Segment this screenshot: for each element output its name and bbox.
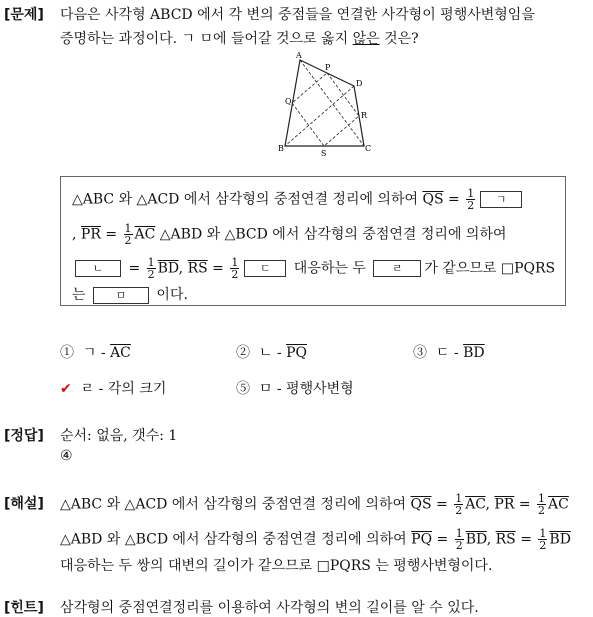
proof-line-1: △ABC 와 △ACD 에서 삼각형의 중점연결 정리에 의하여 $\overline{QS}$ = $\frac{1}{2}$ ㄱ (72, 188, 525, 211)
fraction-half: $\frac{1}{2}$ (467, 187, 475, 212)
explanation-line-2: △ABD 와 △BCD 에서 삼각형의 중점연결 정리에 의하여 $\overline{PQ}$ = $\frac{1}{2}$ $\overline{BD}$, $\overline{RS}$ = $\frac{1}{2}$ $\overline{BD}$ (60, 527, 571, 552)
fraction-half: $\frac{1}{2}$ (539, 527, 547, 552)
check-mark-icon: ✔ (60, 381, 72, 397)
underline-not: 않은 (352, 31, 380, 47)
option-1[interactable]: ① ㄱ - $\overline{AC}$ (60, 345, 131, 361)
quadrilateral-figure (272, 50, 382, 158)
explanation-line-1: △ABC 와 △ACD 에서 삼각형의 중점연결 정리에 의하여 $\overline{QS}$ = $\frac{1}{2}$ $\overline{AC}$, $\overline{PR}$ = $\frac{1}{2}$ $\overline{AC}$ (60, 492, 569, 517)
blank-5: ㅁ (93, 287, 149, 304)
proof-line-4: 는 ㅁ 이다. (72, 287, 188, 303)
question-line-1: 다음은 사각형 ABCD 에서 각 변의 중점들을 연결한 사각형이 평행사변형임을 (60, 7, 535, 23)
fraction-half: $\frac{1}{2}$ (147, 256, 155, 281)
vertex-d: D (356, 79, 363, 88)
hint-text: 삼각형의 중점연결정리를 이용하여 사각형의 변의 길이를 알 수 있다. (60, 600, 479, 616)
vertex-b: B (278, 144, 284, 153)
fraction-half: $\frac{1}{2}$ (455, 492, 463, 517)
fraction-half: $\frac{1}{2}$ (124, 222, 132, 247)
blank-1: ㄱ (480, 191, 522, 208)
option-5[interactable]: ⑤ ㅁ - 평행사변형 (236, 381, 354, 397)
proof-line-3: ㄴ = $\frac{1}{2}$ $\overline{BD}$, $\overline{RS}$ = $\frac{1}{2}$ ㄷ 대응하는 두 ㄹ 가 같으므로 □PQRS (72, 257, 555, 280)
question-line-2: 증명하는 과정이다. ㄱ ㅁ에 들어갈 것으로 옳지 않은 것은? (60, 31, 419, 47)
option-2[interactable]: ② ㄴ - $\overline{PQ}$ (236, 345, 307, 361)
vertex-q: Q (285, 97, 292, 106)
proof-line-2: , $\overline{PR}$ = $\frac{1}{2}$ $\overline{AC}$ △ABD 와 △BCD 에서 삼각형의 중점연결 정리에 의하여 (72, 222, 507, 247)
fraction-half: $\frac{1}{2}$ (538, 492, 546, 517)
quadrilateral-abcd (285, 60, 364, 146)
hint-label: [힌트] (4, 600, 44, 616)
explanation-label: [해설] (4, 496, 44, 512)
vertex-c: C (365, 144, 372, 153)
fraction-half: $\frac{1}{2}$ (231, 256, 239, 281)
option-3[interactable]: ③ ㄷ - $\overline{BD}$ (413, 345, 485, 361)
blank-3: ㄷ (244, 260, 286, 277)
explanation-line-3: 대응하는 두 쌍의 대변의 길이가 같으므로 □PQRS 는 평행사변형이다. (60, 558, 493, 574)
answer-meta: 순서: 없음, 갯수: 1 (60, 428, 178, 444)
vertex-s: S (321, 149, 327, 158)
vertex-r: R (361, 111, 368, 120)
problem-label: [문제] (4, 7, 44, 23)
blank-4: ㄹ (373, 260, 421, 277)
blank-2: ㄴ (75, 260, 121, 277)
answer-label: [정답] (4, 428, 44, 444)
option-4[interactable]: ✔ ㄹ - 각의 크기 (60, 381, 167, 397)
answer-value: ④ (60, 448, 73, 464)
fraction-half: $\frac{1}{2}$ (455, 527, 463, 552)
diagonal-ac (300, 60, 364, 146)
vertex-a: A (296, 51, 302, 60)
vertex-p: P (325, 63, 331, 72)
